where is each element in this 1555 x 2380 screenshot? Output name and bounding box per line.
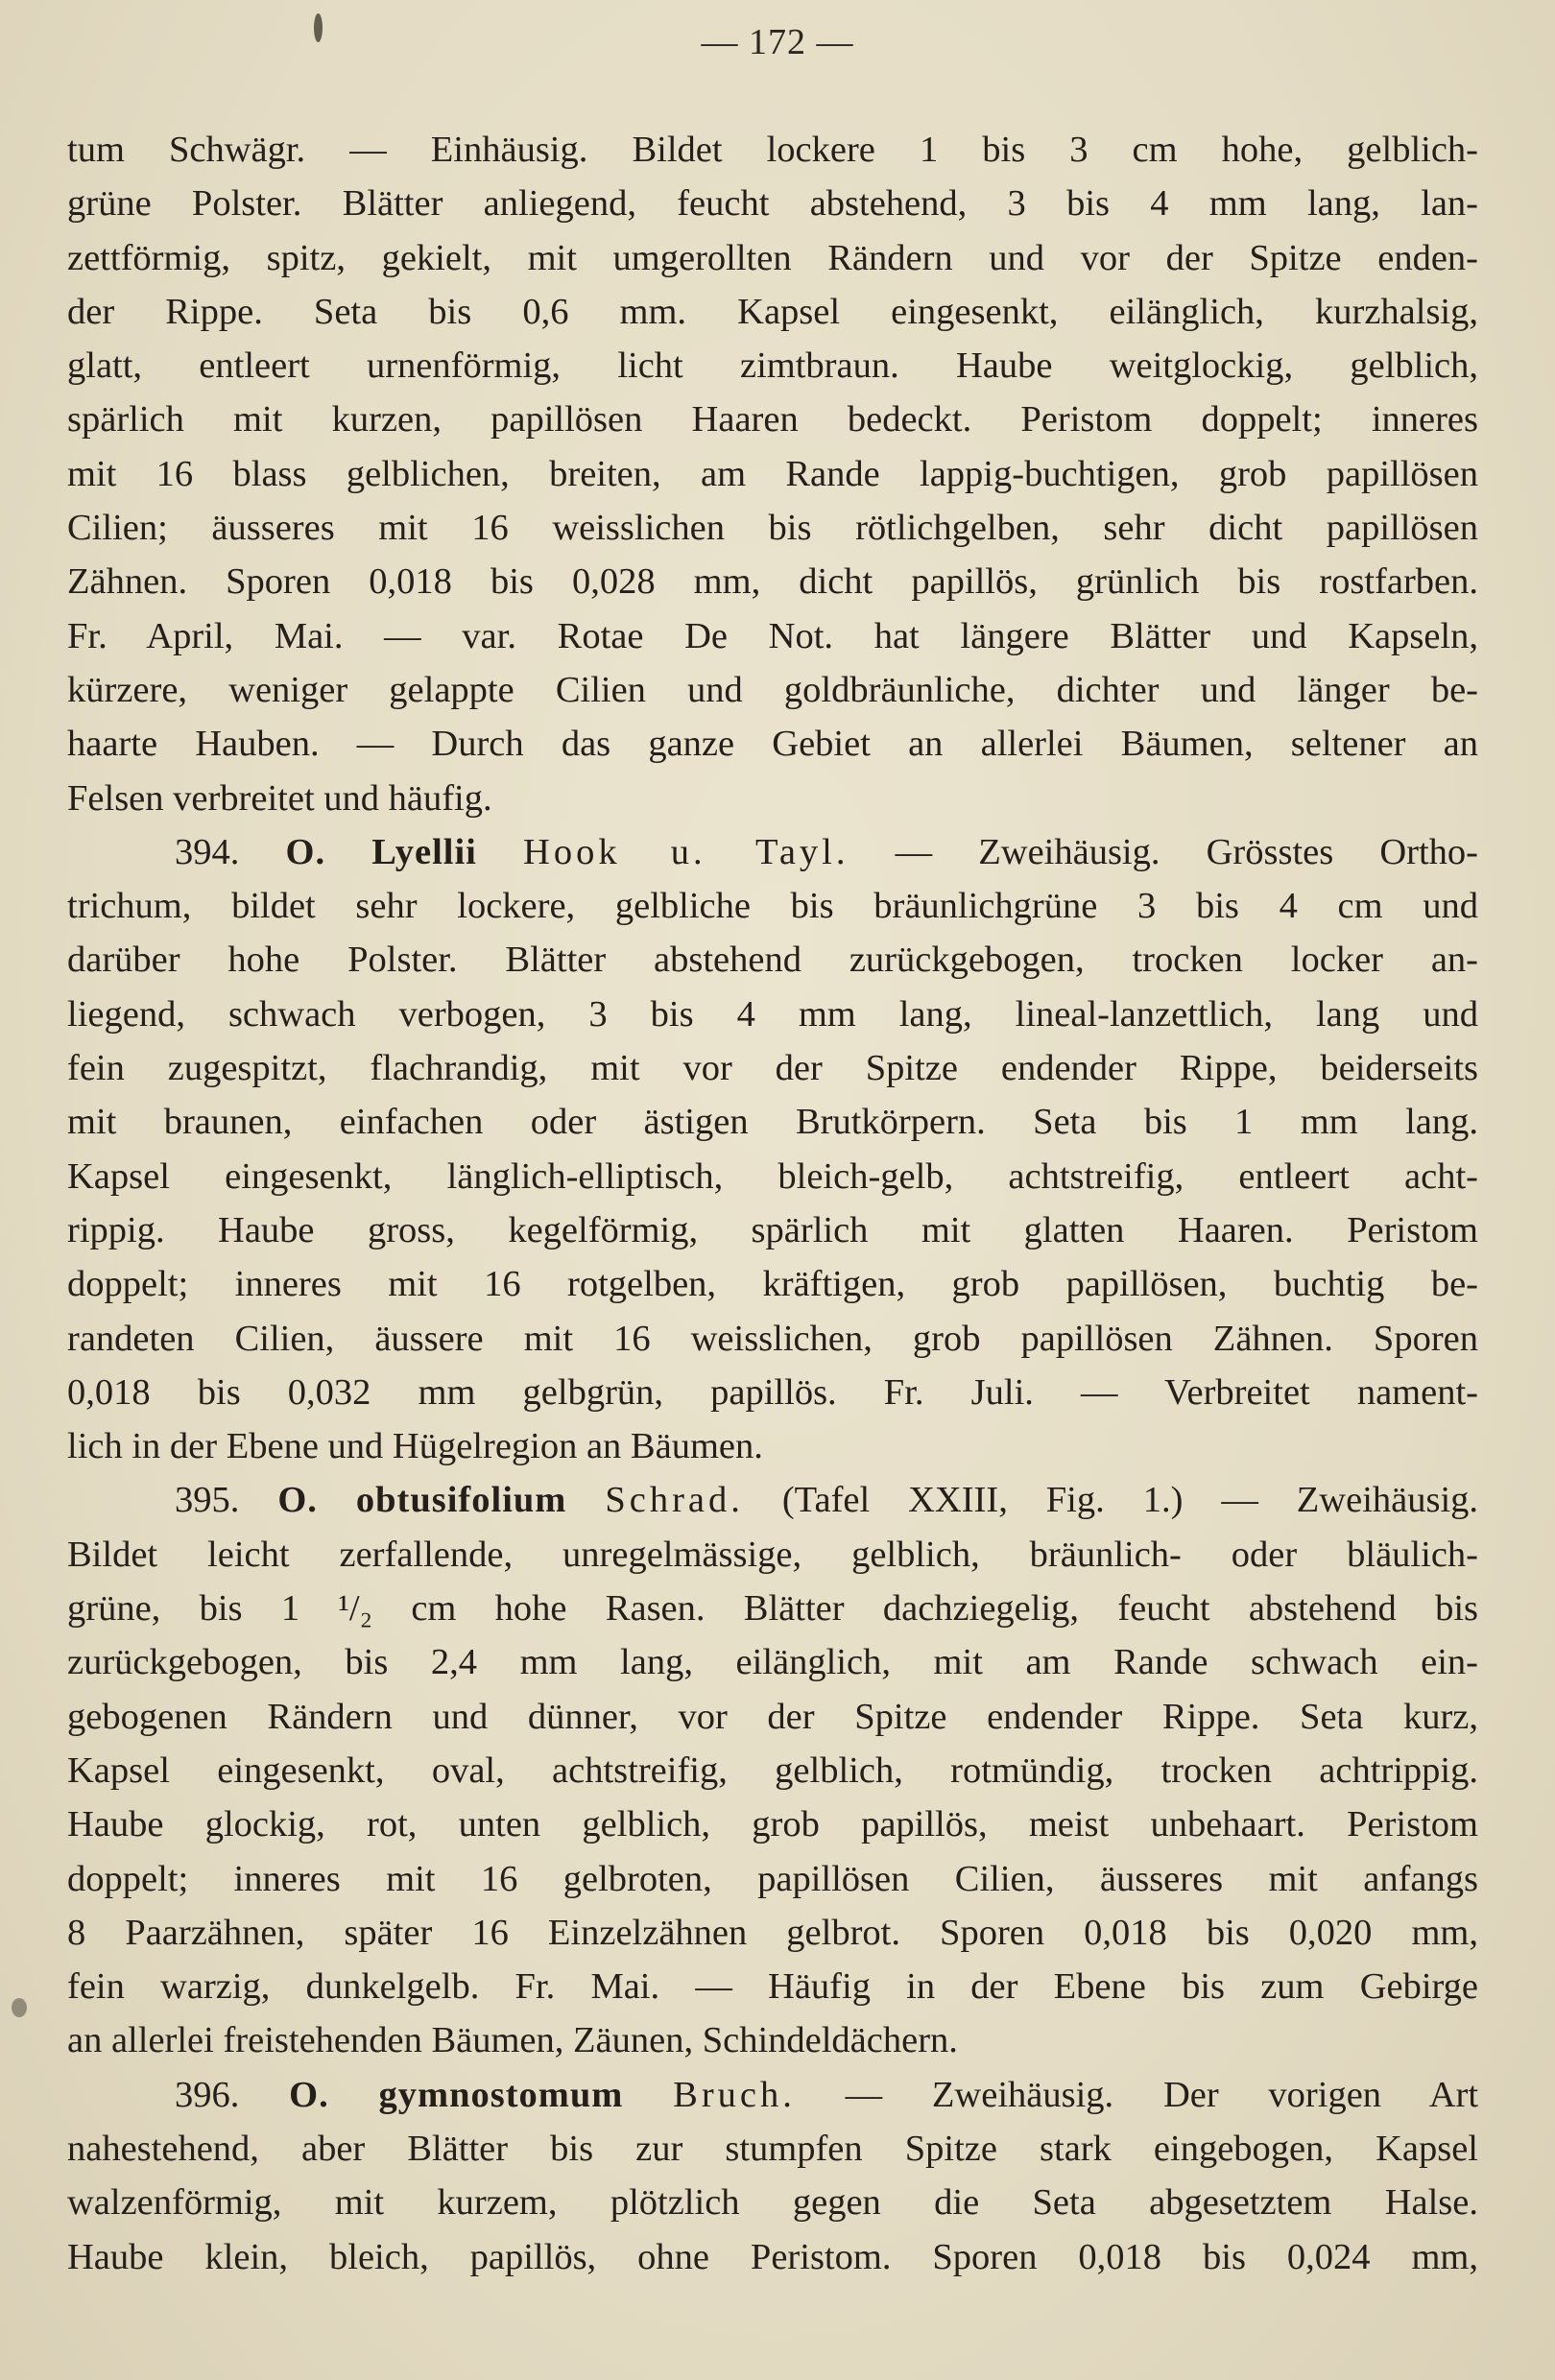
text-line: randeten Cilien, äussere mit 16 weisslichen, grob papillösen Zähnen. Sporen	[67, 1318, 1478, 1359]
text-line: haarte Hauben. — Durch das ganze Gebiet an allerlei Bäumen, seltener an	[67, 724, 1478, 765]
page-number: — 172 —	[701, 22, 854, 62]
text-line: Kapsel eingesenkt, länglich-elliptisch, bleich-gelb, achtstreifig, entleert acht-	[67, 1155, 1478, 1197]
text-line: Fr. April, Mai. — var. Rotae De Not. hat längere Blätter und Kapseln,	[67, 615, 1478, 656]
text-line: nahestehend, aber Blätter bis zur stumpfen Spitze stark eingebogen, Kapsel	[67, 2128, 1478, 2169]
text-line: glatt, entleert urnenförmig, licht zimtbraun. Haube weitglockig, gelblich,	[67, 345, 1478, 387]
text-line: darüber hohe Polster. Blätter abstehend zurückgebogen, trocken locker an-	[67, 940, 1478, 981]
species-name: gymnostomum	[378, 2074, 624, 2115]
text-line: gebogenen Rändern und dünner, vor der Spitze endender Rippe. Seta kurz,	[67, 1696, 1478, 1737]
text-line: fein warzig, dunkelgelb. Fr. Mai. — Häufig in der Ebene bis zum Gebirge	[67, 1966, 1478, 2008]
genus-abbrev: O.	[277, 1480, 318, 1521]
text-line: grüne, bis 1 ¹/₂ cm hohe Rasen. Blätter dachziegelig, feucht abstehend bis	[67, 1588, 1478, 1630]
paragraph-393-continued	[67, 123, 1478, 825]
text-line: zurückgebogen, bis 2,4 mm lang, eilänglich, mit am Rande schwach ein-	[67, 1642, 1478, 1683]
species-author: Schrad.	[605, 1480, 744, 1521]
text-line: Haube glockig, rot, unten gelblich, grob papillös, meist unbehaart. Peristom	[67, 1804, 1478, 1845]
text-line: doppelt; inneres mit 16 gelbroten, papillösen Cilien, äusseres mit anfangs	[67, 1858, 1478, 1899]
ink-blot-mark	[12, 1998, 27, 2017]
text-line: mit braunen, einfachen oder ästigen Brutkörpern. Seta bis 1 mm lang.	[67, 1102, 1478, 1143]
page-text	[67, 123, 1478, 2284]
text-line: kürzere, weniger gelappte Cilien und goldbräunliche, dichter und länger be-	[67, 669, 1478, 710]
text-line: 0,018 bis 0,032 mm gelbgrün, papillös. Fr. Juli. — Verbreitet nament-	[67, 1371, 1478, 1413]
text-line: Bildet leicht zerfallende, unregelmässige, gelblich, bräunlich- oder bläulich-	[67, 1534, 1478, 1575]
text-line: Kapsel eingesenkt, oval, achtstreifig, gelblich, rotmündig, trocken achtrippig.	[67, 1749, 1478, 1791]
text-line: lich in der Ebene und Hügelregion an Bäumen.	[67, 1426, 763, 1467]
text-line: Felsen verbreitet und häufig.	[67, 777, 492, 819]
text-line: Cilien; äusseres mit 16 weisslichen bis rötlichgelben, sehr dicht papillösen	[67, 508, 1478, 549]
text-line: Zähnen. Sporen 0,018 bis 0,028 mm, dicht papillös, grünlich bis rostfarben.	[67, 561, 1478, 603]
species-name: Lyellii	[371, 831, 477, 872]
text-line: tum Schwägr. — Einhäusig. Bildet lockere 1 bis 3 cm hohe, gelblich-	[67, 130, 1478, 170]
heading-rest: — Zweihäusig. Der vorigen Art	[845, 2074, 1478, 2115]
text-line: zettförmig, spitz, gekielt, mit umgerollten Rändern und vor der Spitze enden-	[67, 237, 1478, 278]
species-heading-line	[67, 2068, 1478, 2122]
species-heading-line	[67, 825, 1478, 879]
species-heading-line	[67, 1473, 1478, 1527]
species-number: 396.	[175, 2074, 240, 2115]
species-author: Bruch.	[673, 2074, 796, 2115]
text-line: spärlich mit kurzen, papillösen Haaren bedeckt. Peristom doppelt; inneres	[67, 399, 1478, 440]
text-line: grüne Polster. Blätter anliegend, feucht abstehend, 3 bis 4 mm lang, lan-	[67, 183, 1478, 225]
heading-rest: — Zweihäusig. Grösstes Ortho-	[895, 831, 1478, 872]
genus-abbrev: O.	[285, 831, 326, 872]
text-line: walzenförmig, mit kurzem, plötzlich gegen die Seta abgesetztem Halse.	[67, 2182, 1478, 2224]
species-number: 394.	[175, 831, 240, 872]
text-line: der Rippe. Seta bis 0,6 mm. Kapsel eingesenkt, eilänglich, kurzhalsig,	[67, 291, 1478, 332]
paragraph-394	[67, 825, 1478, 1474]
species-name: obtusifolium	[355, 1480, 567, 1521]
text-line: mit 16 blass gelblichen, breiten, am Rande lappig-buchtigen, grob papillösen	[67, 453, 1478, 494]
heading-rest: (Tafel XXIII, Fig. 1.) — Zweihäusig.	[781, 1480, 1478, 1521]
paragraph-395	[67, 1473, 1478, 2067]
text-line: liegend, schwach verbogen, 3 bis 4 mm lang, lineal-lanzettlich, lang und	[67, 993, 1478, 1035]
text-line: doppelt; inneres mit 16 rotgelben, kräftigen, grob papillösen, buchtig be-	[67, 1264, 1478, 1305]
species-author: Hook u. Tayl.	[523, 831, 849, 872]
text-line: trichum, bildet sehr lockere, gelbliche bis bräunlichgrüne 3 bis 4 cm und	[67, 886, 1478, 927]
paragraph-396	[67, 2068, 1478, 2284]
genus-abbrev: O.	[289, 2074, 329, 2115]
text-line: 8 Paarzähnen, später 16 Einzelzähnen gelbrot. Sporen 0,018 bis 0,020 mm,	[67, 1912, 1478, 1953]
text-line: an allerlei freistehenden Bäumen, Zäunen, Schindeldächern.	[67, 2020, 958, 2061]
text-line: Haube klein, bleich, papillös, ohne Peristom. Sporen 0,018 bis 0,024 mm,	[67, 2236, 1478, 2277]
text-line: rippig. Haube gross, kegelförmig, spärlich mit glatten Haaren. Peristom	[67, 1209, 1478, 1250]
species-number: 395.	[175, 1480, 240, 1521]
text-line: fein zugespitzt, flachrandig, mit vor der Spitze endender Rippe, beiderseits	[67, 1048, 1478, 1089]
